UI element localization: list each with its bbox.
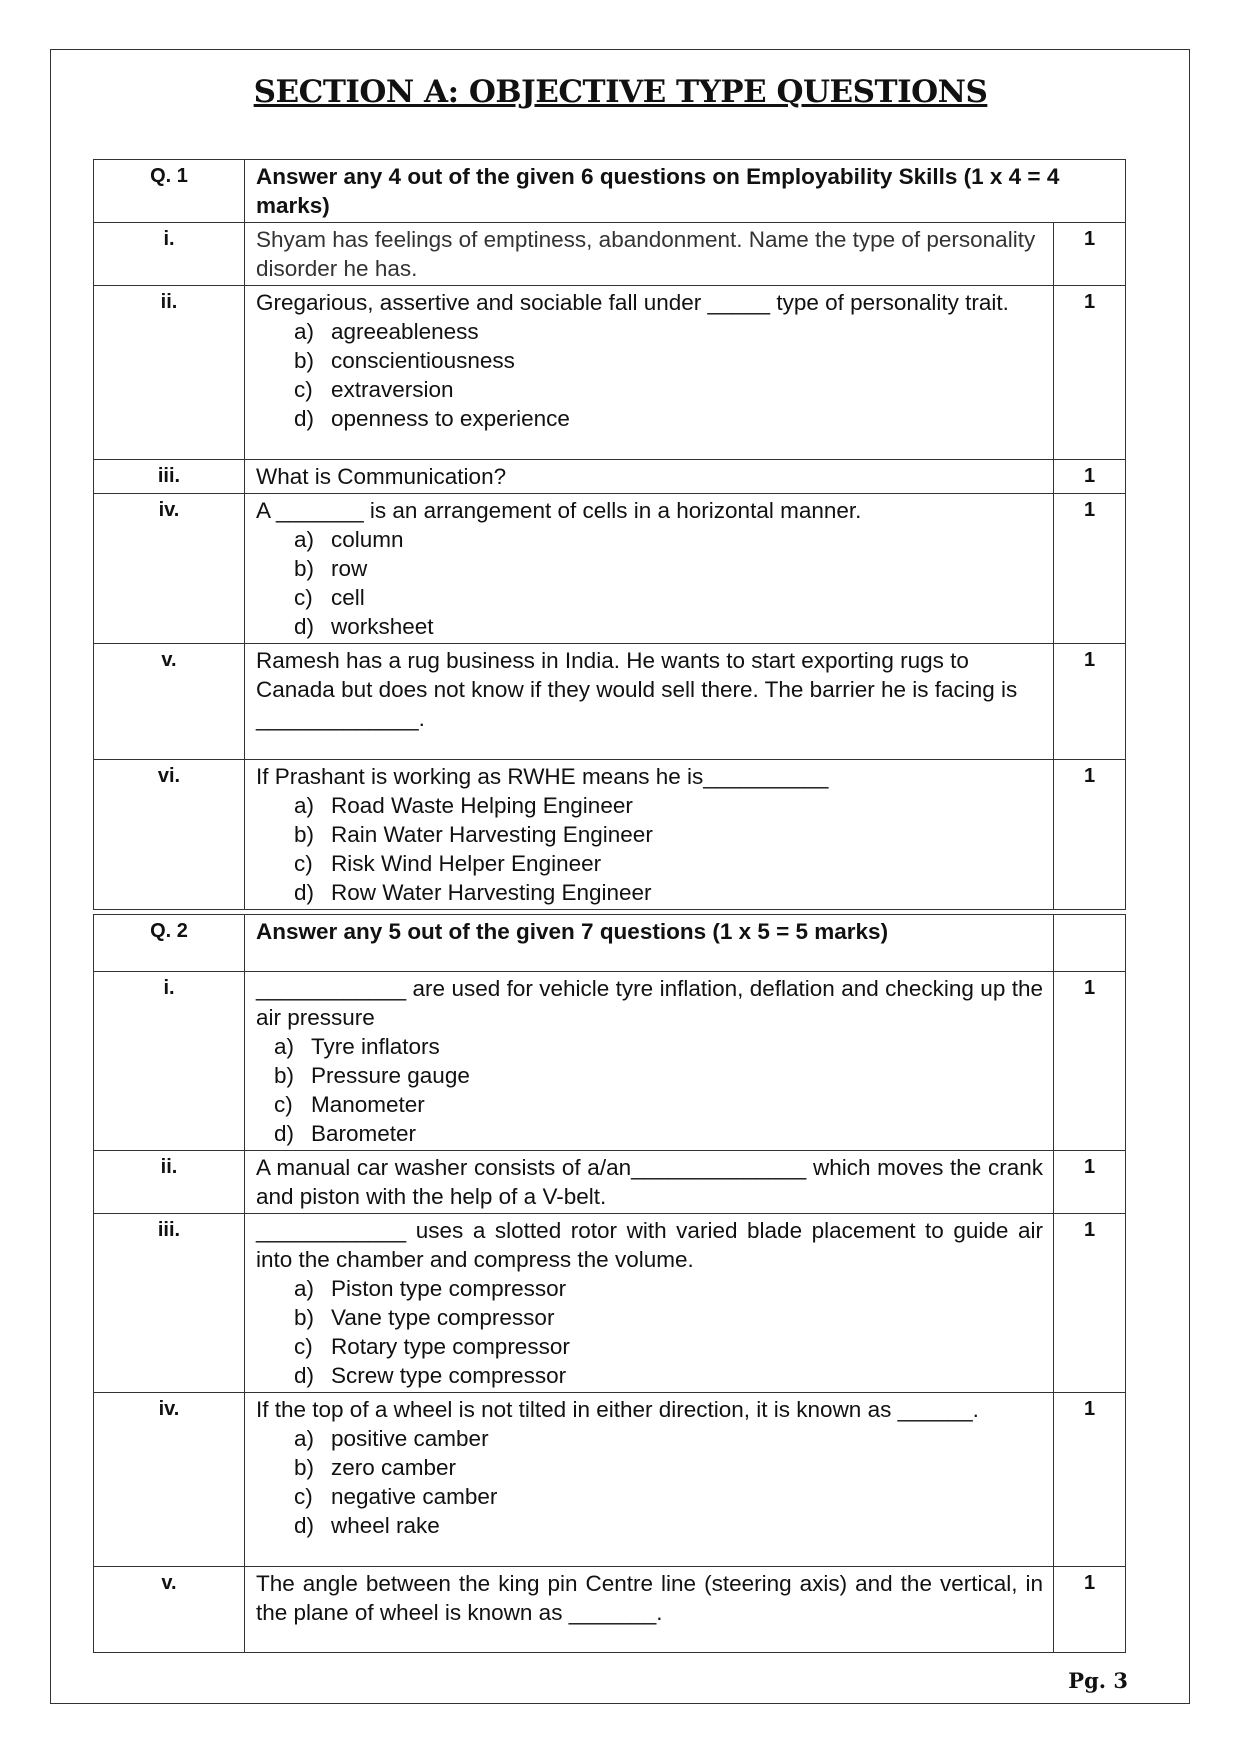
question-2-table — [93, 914, 1126, 1653]
item-text: The angle between the king pin Centre line (steering axis) and the vertical, in the plane of wheel is known as _______. — [245, 1567, 1054, 1653]
item-number: i. — [94, 223, 245, 286]
header-marks-cell — [1054, 915, 1126, 972]
item-text: If Prashant is working as RWHE means he is__________ — [256, 764, 829, 789]
item-body — [245, 494, 1054, 644]
item-text: Shyam has feelings of emptiness, abandonment. Name the type of personality disorder he has. — [245, 223, 1054, 286]
item-marks: 1 — [1054, 1151, 1126, 1214]
item-number: iii. — [94, 1214, 245, 1393]
option: c) Manometer — [274, 1092, 425, 1117]
question-2-header-row — [94, 915, 1126, 972]
item-marks: 1 — [1054, 286, 1126, 460]
item-number: ii. — [94, 1151, 245, 1214]
item-text: ____________ are used for vehicle tyre inflation, deflation and checking up the air pressure — [256, 976, 1043, 1030]
item-number: i. — [94, 972, 245, 1151]
option-list — [256, 525, 1043, 641]
question-item — [94, 494, 1126, 644]
option-list — [256, 1032, 1043, 1148]
page-number: Pg. 3 — [1068, 1668, 1128, 1693]
option: d) Row Water Harvesting Engineer — [294, 880, 652, 905]
option: b) Vane type compressor — [294, 1305, 555, 1330]
item-text: Ramesh has a rug business in India. He wants to start exporting rugs to Canada but does not know if they would sell there. The barrier he is facing is _____________. — [245, 644, 1054, 760]
item-text: A manual car washer consists of a/an______________ which moves the crank and piston with the help of a V-belt. — [245, 1151, 1054, 1214]
item-number: iii. — [94, 460, 245, 494]
item-number: ii. — [94, 286, 245, 460]
question-heading: Answer any 5 out of the given 7 questions (1 x 5 = 5 marks) — [245, 915, 1054, 972]
option: b) zero camber — [294, 1455, 457, 1480]
item-body — [245, 1393, 1054, 1567]
item-number: iv. — [94, 494, 245, 644]
item-body — [245, 286, 1054, 460]
item-number: vi. — [94, 760, 245, 910]
option: d) wheel rake — [294, 1513, 440, 1538]
item-marks: 1 — [1054, 972, 1126, 1151]
question-number: Q. 1 — [94, 160, 245, 223]
option-list — [256, 791, 1043, 907]
option: c) Rotary type compressor — [294, 1334, 570, 1359]
item-marks: 1 — [1054, 494, 1126, 644]
item-number: v. — [94, 1567, 245, 1653]
question-item — [94, 286, 1126, 460]
question-item — [94, 1214, 1126, 1393]
item-body — [245, 972, 1054, 1151]
option-list — [256, 1424, 1043, 1540]
item-marks: 1 — [1054, 760, 1126, 910]
item-marks: 1 — [1054, 460, 1126, 494]
option: a) agreeableness — [294, 319, 479, 344]
question-1-table — [93, 159, 1126, 910]
item-text: What is Communication? — [245, 460, 1054, 494]
item-marks: 1 — [1054, 223, 1126, 286]
item-number: v. — [94, 644, 245, 760]
question-item — [94, 644, 1126, 760]
item-text: If the top of a wheel is not tilted in either direction, it is known as ______. — [256, 1397, 979, 1422]
option: d) Screw type compressor — [294, 1363, 567, 1388]
option: a) positive camber — [294, 1426, 489, 1451]
item-text: Gregarious, assertive and sociable fall under _____ type of personality trait. — [256, 290, 1009, 315]
item-marks: 1 — [1054, 1214, 1126, 1393]
question-item — [94, 1567, 1126, 1653]
option: d) openness to experience — [294, 406, 570, 431]
question-heading: Answer any 4 out of the given 6 questions on Employability Skills (1 x 4 = 4 marks) — [245, 160, 1126, 223]
item-number: iv. — [94, 1393, 245, 1567]
question-item — [94, 223, 1126, 286]
option: b) conscientiousness — [294, 348, 515, 373]
option: b) row — [294, 556, 368, 581]
option: a) column — [294, 527, 404, 552]
item-marks: 1 — [1054, 1393, 1126, 1567]
question-item — [94, 760, 1126, 910]
option: a) Tyre inflators — [274, 1034, 440, 1059]
item-text: A _______ is an arrangement of cells in a horizontal manner. — [256, 498, 862, 523]
question-number: Q. 2 — [94, 915, 245, 972]
question-1-header-row — [94, 160, 1126, 223]
item-marks: 1 — [1054, 1567, 1126, 1653]
item-body — [245, 760, 1054, 910]
option: d) Barometer — [274, 1121, 417, 1146]
option-list — [256, 317, 1043, 433]
option: b) Pressure gauge — [274, 1063, 470, 1088]
option-list — [256, 1274, 1043, 1390]
item-body — [245, 1214, 1054, 1393]
option: c) Risk Wind Helper Engineer — [294, 851, 602, 876]
option: b) Rain Water Harvesting Engineer — [294, 822, 653, 847]
option: c) extraversion — [294, 377, 454, 402]
option: c) negative camber — [294, 1484, 498, 1509]
question-item — [94, 972, 1126, 1151]
section-title: SECTION A: OBJECTIVE TYPE QUESTIONS — [253, 74, 988, 110]
option: a) Road Waste Helping Engineer — [294, 793, 633, 818]
item-marks: 1 — [1054, 644, 1126, 760]
question-item — [94, 1151, 1126, 1214]
question-item — [94, 460, 1126, 494]
question-item — [94, 1393, 1126, 1567]
item-text: ____________ uses a slotted rotor with varied blade placement to guide air into the chamber and compress the volume. — [256, 1218, 1043, 1272]
option: c) cell — [294, 585, 365, 610]
option: d) worksheet — [294, 614, 434, 639]
option: a) Piston type compressor — [294, 1276, 567, 1301]
